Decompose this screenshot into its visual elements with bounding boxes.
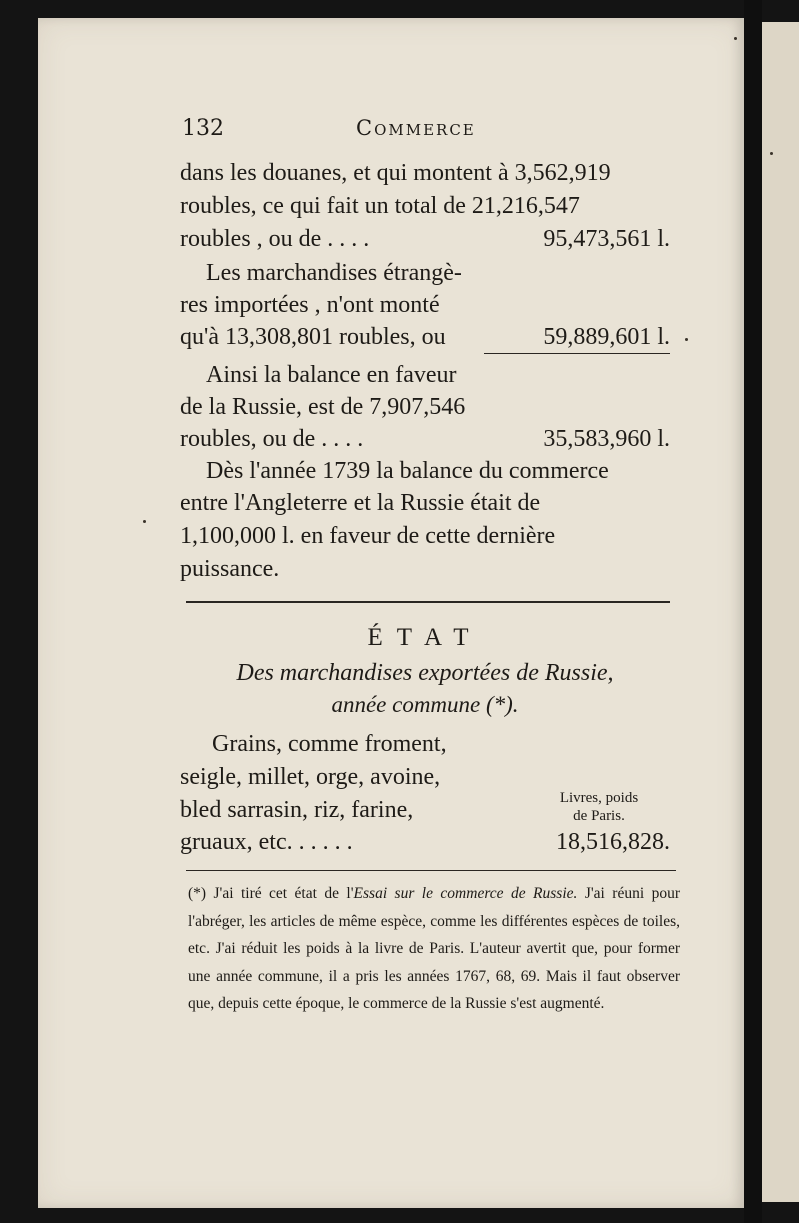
body-line-5 — [180, 292, 670, 319]
body-line-7 — [206, 362, 670, 389]
unit-label-line-2: de Paris. — [573, 808, 625, 824]
body-text: res importées , n'ont monté — [180, 292, 440, 318]
item-text: Grains, comme froment, — [212, 731, 447, 757]
body-line-4 — [206, 260, 670, 287]
paper-speck — [770, 152, 773, 155]
body-text: qu'à 13,308,801 roubles, ou — [180, 324, 446, 350]
item-line-2 — [180, 764, 670, 791]
section-separator — [186, 601, 670, 603]
section-title: ÉTAT — [367, 624, 483, 651]
body-line-12 — [180, 523, 670, 550]
body-line-9 — [180, 426, 670, 453]
body-line-10 — [206, 458, 670, 485]
unit-label-line-1: Livres, poids — [559, 790, 639, 806]
body-text: roubles , ou de . . . . — [180, 226, 370, 252]
body-text: de la Russie, est de 7,907,546 — [180, 394, 466, 420]
body-text: puissance. — [180, 556, 280, 582]
item-text: seigle, millet, orge, avoine, — [180, 764, 441, 790]
section-subtitle-2: année commune (*). — [331, 692, 519, 717]
adjacent-page-edge — [762, 22, 799, 1202]
body-line-13 — [180, 556, 670, 583]
page-number: 132 — [182, 116, 224, 141]
body-line-11 — [180, 490, 670, 517]
body-line-3 — [180, 226, 670, 253]
body-text: Les marchandises étrangè- — [206, 260, 462, 286]
unit-label — [536, 789, 662, 825]
section-subtitle-1: Des marchandises exportées de Russie, — [236, 660, 614, 686]
amount-value: 35,583,960 l. — [543, 426, 670, 452]
book-gutter — [744, 0, 762, 1223]
body-line-1 — [180, 160, 670, 187]
body-text: Ainsi la balance en faveur — [206, 362, 457, 388]
body-text: entre l'Angleterre et la Russie était de — [180, 490, 541, 516]
footnote-text: (*) J'ai tiré cet état de l' — [188, 885, 354, 902]
item-line-4 — [180, 829, 670, 856]
paper-speck — [143, 520, 146, 523]
body-line-8 — [180, 394, 670, 421]
footnote — [188, 880, 680, 1018]
body-line-6 — [180, 324, 670, 351]
item-text: bled sarrasin, riz, farine, — [180, 797, 414, 823]
paper-speck — [685, 338, 688, 341]
footnote-separator — [186, 870, 676, 871]
body-text: dans les douanes, et qui montent à 3,562,919 — [180, 160, 611, 186]
paper-speck — [734, 37, 737, 40]
running-title: Commerce — [356, 116, 476, 140]
item-line-1 — [212, 731, 670, 758]
sum-rule — [484, 353, 670, 354]
body-text: roubles, ce qui fait un total de 21,216,547 — [180, 193, 580, 219]
amount-value: 95,473,561 l. — [543, 226, 670, 252]
body-line-2 — [180, 193, 670, 220]
item-text: gruaux, etc. . . . . . — [180, 829, 353, 855]
body-text: Dès l'année 1739 la balance du commerce — [206, 458, 609, 484]
footnote-italic-title: Essai sur le commerce de Russie. — [353, 885, 578, 902]
body-text: roubles, ou de . . . . — [180, 426, 364, 452]
amount-value: 59,889,601 l. — [543, 324, 670, 350]
item-amount: 18,516,828. — [556, 829, 670, 855]
body-text: 1,100,000 l. en faveur de cette dernière — [180, 523, 556, 549]
footnote-text: J'ai réuni pour l'abréger, les articles de même espèce, comme les différentes espèces de toiles, etc. J'ai réduit les poids à la livre de Paris. L'auteur avertit que, pour former une année commune, il a pris les années 1767, 68, 69. Mais il faut observer que, depuis cette époque, le commerce de la Russie s'est augmenté. — [188, 885, 680, 1012]
